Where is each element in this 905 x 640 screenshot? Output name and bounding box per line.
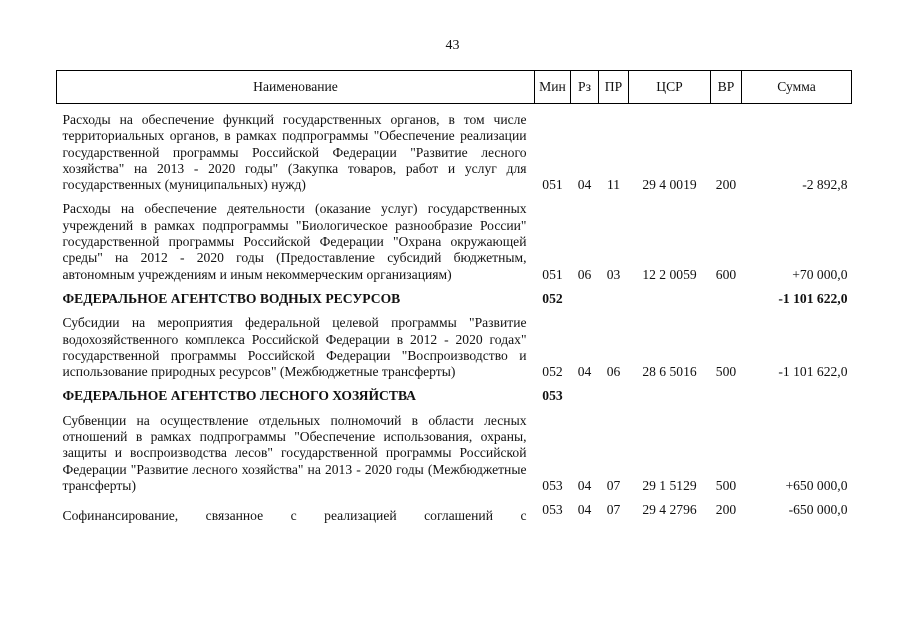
table-header [57,71,852,104]
header-pr: ПР [599,71,629,104]
row-min: 053 [542,477,563,493]
row-vr [711,291,742,307]
row-rz [571,291,599,307]
row-name: Субвенции на осуществление отдельных полномочий в области лесных отношений в рамках подпрограммы "Обеспечение использования, охраны, защиты и воспроизводства лесов" государственной программы Российской Федерации "Развитие лесного хозяйства" на 2013 - 2020 годы (Межбюджетные трансферты) [62,412,527,493]
header-row [57,71,852,104]
row-sum [742,388,852,404]
page-number: 43 [445,38,460,53]
row-pr: 03 [606,266,621,282]
row-pr [599,291,629,307]
row-name: Расходы на обеспечение функций государственных органов, в том числе территориальных органов, в рамках подпрограммы "Обеспечение реализации государственной программы Российской Федерации "Развитие лесного хозяйства" на 2013 - 2020 годы" (Закупка товаров, работ и услуг для государственных (муниципальных) нужд) [62,112,527,193]
row-spacer [57,193,852,201]
row-rz: 04 [577,177,592,193]
row-min: 051 [542,266,563,282]
row-rz [571,388,599,404]
row-vr: 600 [715,266,737,282]
row-sum: -650 000,0 [788,502,848,518]
row-spacer [57,405,852,413]
row-csr: 29 1 5129 [642,477,697,493]
row-min: 053 [542,502,563,518]
header-vr: ВР [711,71,742,104]
row-name: Расходы на обеспечение деятельности (оказание услуг) государственных учреждений в рамках подпрограммы "Биологическое разнообразие России" государственной программы Российской Федерации "Охрана окружающей среды" на 2012 - 2020 годы (Предоставление субсидий бюджетным, автономным учреждениям и иным некоммерческим организациям) [62,201,527,282]
row-rz: 04 [577,364,592,380]
row-vr: 200 [715,177,737,193]
row-pr: 07 [606,502,621,518]
row-csr [629,388,711,404]
row-spacer [57,494,852,502]
row-vr: 200 [715,502,737,518]
row-name: Софинансирование, связанное с реализацией соглашений с [62,508,527,524]
row-rz: 06 [577,266,592,282]
table-row [57,413,852,494]
header-rz: Рз [571,71,599,104]
row-sum: -1 101 622,0 [778,290,848,306]
row-rz: 04 [577,502,592,518]
row-csr: 28 6 5016 [642,364,697,380]
row-pr: 07 [606,477,621,493]
row-min: 053 [542,388,563,404]
row-vr: 500 [715,364,737,380]
table-row [57,201,852,282]
row-sum: +70 000,0 [792,266,848,282]
row-min: 052 [542,290,563,306]
row-pr [599,388,629,404]
row-name: Субсидии на мероприятия федеральной целевой программы "Развитие водохозяйственного комплекса Российской Федерации в 2012 - 2020 годах" государственной программы Российской Федерации "Воспроизводство и использование природных ресурсов" (Межбюджетные трансферты) [62,315,527,380]
agency-name: ФЕДЕРАЛЬНОЕ АГЕНТСТВО ВОДНЫХ РЕСУРСОВ [62,290,401,306]
agency-name: ФЕДЕРАЛЬНОЕ АГЕНТСТВО ЛЕСНОГО ХОЗЯЙСТВА [62,388,416,404]
row-csr [629,291,711,307]
row-pr: 06 [606,364,621,380]
row-sum: -2 892,8 [802,177,848,193]
table-row [57,502,852,524]
agency-row [57,388,852,404]
row-min: 052 [542,364,563,380]
agency-row [57,291,852,307]
row-vr [711,388,742,404]
row-vr: 500 [715,477,737,493]
row-csr: 29 4 2796 [642,502,697,518]
row-min: 051 [542,177,563,193]
row-spacer [57,104,852,113]
row-rz: 04 [577,477,592,493]
header-min: Мин [535,71,571,104]
table-body [57,104,852,525]
table-row [57,315,852,380]
row-sum: +650 000,0 [785,477,848,493]
row-spacer [57,283,852,291]
table-row [57,112,852,193]
row-spacer [57,307,852,315]
row-sum: -1 101 622,0 [778,364,848,380]
row-csr: 29 4 0019 [642,177,697,193]
budget-table [56,70,852,525]
header-csr: ЦСР [629,71,711,104]
header-sum: Сумма [742,71,852,104]
row-csr: 12 2 0059 [642,266,697,282]
row-pr: 11 [606,177,621,193]
header-name: Наименование [57,71,535,104]
